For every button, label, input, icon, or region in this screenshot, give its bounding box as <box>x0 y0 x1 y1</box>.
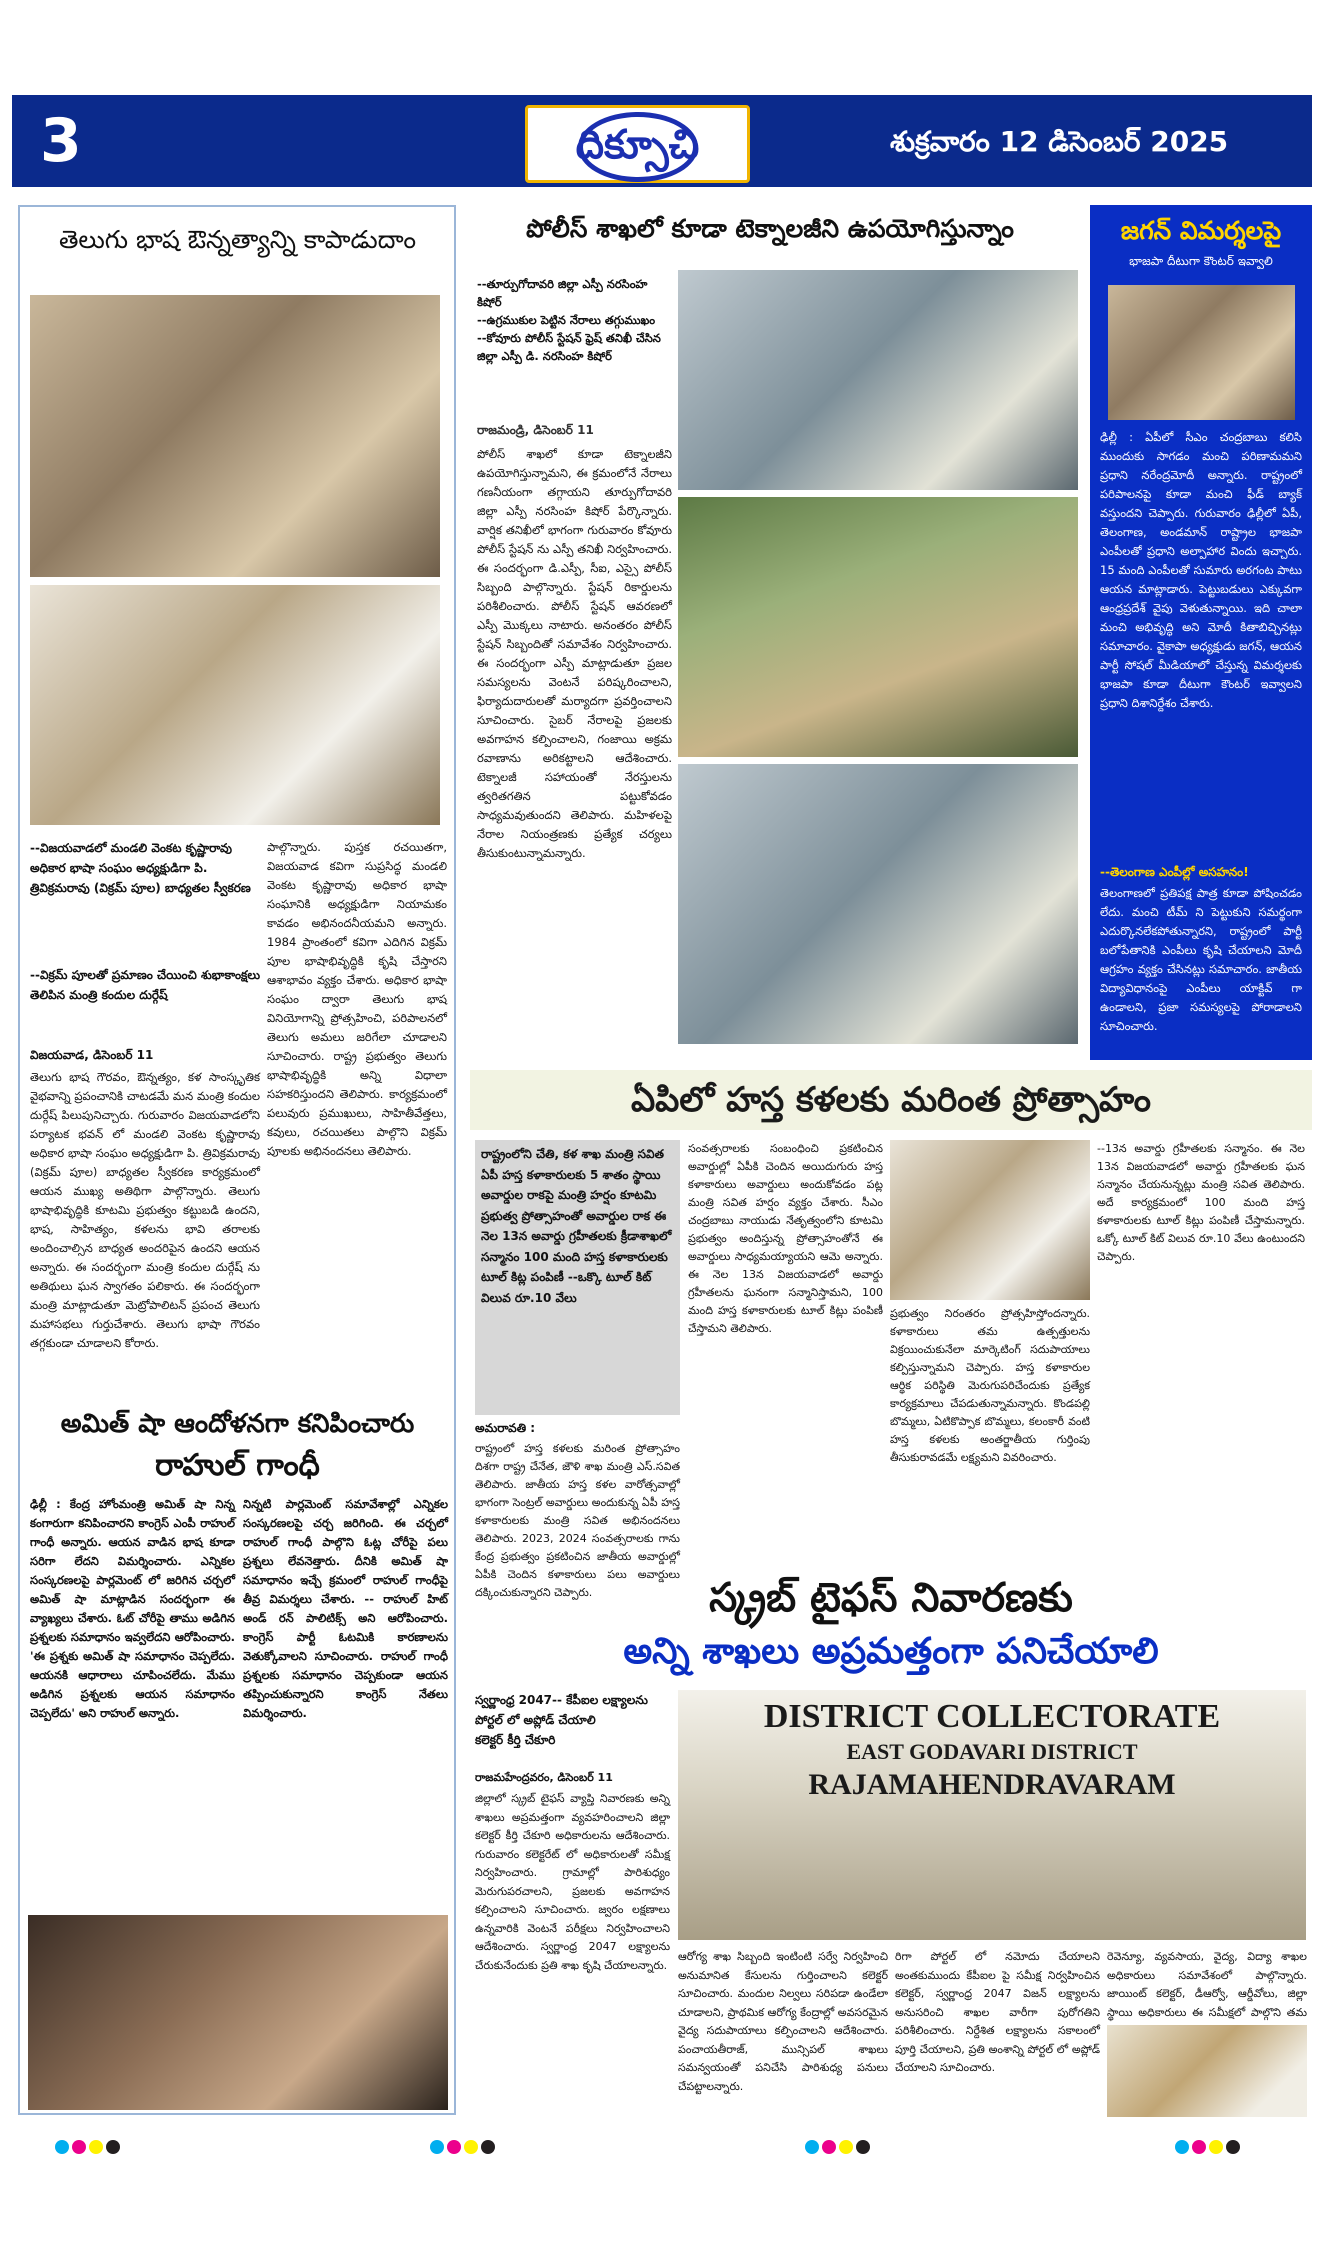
masthead-title: దిక్సూచి <box>575 122 700 168</box>
scrub-col3: రిగా పోర్టల్ లో నమోదు చేయాలని అంతకుముందు కేపీఐల పై సమీక్ష నిర్వహించిన కలెక్టర్, స్వర్ణాంధ్ర 2047 విజన్ లక్ష్యాలను అనుసరించి శాఖల వారీగా పురోగతిని పరిశీలించారు. నిర్దేశిత లక్ష్యాలను సకాలంలో పూర్తి చేయాలని, ప్రతి అంశాన్ని పోర్టల్ లో అప్లోడ్ చేయాలని సూచించారు. <box>895 1950 1100 2074</box>
jagan-subhead-2: --తెలంగాణ ఎంపీల్లో అసహనం! <box>1100 865 1249 879</box>
telugu-caption-2: --విక్రమ్ పూలతో ప్రమాణం చేయించి శుభాకాంక్షలు తెలిపిన మంత్రి కందుల దుర్గేష్ <box>30 968 260 1002</box>
telugu-heading: తెలుగు భాష ఔన్నత్యాన్ని కాపాడుదాం <box>58 225 417 254</box>
scrub-col2: ఆరోగ్య శాఖ సిబ్బంది ఇంటింటి సర్వే నిర్వహించి అనుమానిత కేసులను గుర్తించాలని కలెక్టర్ సూచించారు. మందుల నిల్వలు సరిపడా ఉండేలా చూడాలని, ప్రాథమిక ఆరోగ్య కేంద్రాల్లో అవసరమైన వైద్య సదుపాయాలు కల్పించాలని ఆదేశించారు. పంచాయతీరాజ్, మున్సిపల్ శాఖలు సమన్వయంతో పనిచేసి పారిశుధ్య పనులు చేపట్టాలన్నారు. <box>678 1950 888 2093</box>
jagan-body-2: తెలంగాణలో ప్రతిపక్ష పాత్ర కూడా పోషించడం లేదు. మంచి టీమ్ ని పెట్టుకుని సమర్థంగా ఎదుర్కొనలేకపోతున్నారని, రాష్ట్రంలో పార్టీ బలోపేతానికి ఎంపీలు కృషి చేయాలని మోదీ ఆగ్రహం వ్యక్తం చేసినట్లు సమాచారం. జాతీయ విద్యావిధానంపై ఎంపీలు యాక్టివ్ గా ఉండాలని, ప్రజా సమస్యలపై పోరాడాలని సూచించారు. <box>1100 886 1302 1033</box>
scrub-bullets: స్వర్ణాంధ్ర 2047-- కేపీఐల లక్ష్యాలను పోర్టల్ లో అప్లోడ్ చేయాలి కలెక్టర్ కీర్తి చేకూరి <box>475 1693 648 1747</box>
header-date: శుక్రవారం 12 డిసెంబర్ 2025 <box>890 125 1229 158</box>
tree-planting-photo <box>678 497 1078 757</box>
police-headline: పోలీస్ శాఖలో కూడా టెక్నాలజీని ఉపయోగిస్తున్నాం <box>526 214 1014 243</box>
modi-photo <box>1108 285 1295 420</box>
telugu-caption: --విజయవాడలో మండలి వెంకట కృష్ణారావు అధికార భాషా సంఘం అధ్యక్షుడిగా పి. త్రివిక్రమరావు (విక్రమ్ పూల) బాధ్యతల స్వీకరణ <box>30 841 251 895</box>
amit-shah-headline-2: రాహుల్ గాంధీ <box>155 1448 320 1483</box>
handicrafts-col3: ప్రభుత్వం నిరంతరం ప్రోత్సహిస్తోందన్నారు. కళాకారులు తమ ఉత్పత్తులను విక్రయించుకునేలా మార్కెటింగ్ సదుపాయాలు కల్పిస్తున్నామని చెప్పారు. హస్త కళాకారుల ఆర్థిక పరిస్థితి మెరుగుపరిచేందుకు ప్రత్యేక కార్యక్రమాలు చేపడుతున్నామన్నారు. కొండపల్లి బొమ్మలు, ఏటికొప్పాక బొమ్మలు, కలంకారీ వంటి హస్త కళలకు అంతర్జాతీయ గుర్తింపు తీసుకురావడమే లక్ష్యమని వివరించారు. <box>890 1307 1090 1464</box>
collectorate-line-2: EAST GODAVARI DISTRICT <box>846 1739 1138 1764</box>
police-dateline: రాజమండ్రి, డిసెంబర్ 11 <box>477 423 594 437</box>
collectorate-sign <box>678 1696 1306 1804</box>
scrub-col4: రెవెన్యూ, వ్యవసాయ, వైద్య, విద్యా శాఖల అధికారులు సమావేశంలో పాల్గొన్నారు. జాయింట్ కలెక్టర్, డీఆర్వో, ఆర్డీవోలు, జిల్లా స్థాయి అధికారులు ఈ సమీక్షలో పాల్గొని తమ <box>1107 1950 1307 2019</box>
handicrafts-col2: సంవత్సరాలకు సంబంధించి ప్రకటించిన అవార్డుల్లో ఏపీకి చెందిన అయిదుగురు హస్త కళాకారులు అవార్డులు అందుకోవడం పట్ల మంత్రి సవిత హర్షం వ్యక్తం చేశారు. సీఎం చంద్రబాబు నాయుడు నేతృత్వంలోని కూటమి ప్రభుత్వం అందిస్తున్న ప్రోత్సాహంతోనే ఈ అవార్డులు సాధ్యమయ్యాయని ఆమె అన్నారు. ఈ నెల 13న విజయవాడలో అవార్డు గ్రహీతలను ఘనంగా సన్మానిస్తామని, 100 మంది హస్త కళాకారులకు టూల్ కిట్లు పంపిణీ చేస్తామని తెలిపారు. <box>688 1142 883 1335</box>
handicrafts-col4: --13న అవార్డు గ్రహీతలకు సన్మానం. ఈ నెల 13న విజయవాడలో అవార్డు గ్రహీతలకు ఘన సన్మానం చేయనున్నట్లు మంత్రి సవిత తెలిపారు. అదే కార్యక్రమంలో 100 మంది హస్త కళాకారులకు టూల్ కిట్లు పంపిణీ చేస్తామన్నారు. ఒక్కో టూల్ కిట్ విలువ రూ.10 వేలు ఉంటుందని చెప్పారు. <box>1097 1142 1305 1263</box>
scrub-dateline: రాజమహేంద్రవరం, డిసెంబర్ 11 <box>475 1771 613 1784</box>
telugu-article-col2: పాల్గొన్నారు. పుస్తక రచయితగా, విజయవాడ కవిగా సుప్రసిద్ధ మండలి వెంకట కృష్ణారావు అధికార భాషా సంఘానికి అధ్యక్షుడిగా నియామకం కావడం అభినందనీయమని అన్నారు. 1984 ప్రాంతంలో కవిగా ఎదిగిన విక్రమ్ పూల భాషాభివృద్ధికి కృషి చేస్తారని ఆశాభావం వ్యక్తం చేశారు. అధికార భాషా సంఘం ద్వారా తెలుగు భాష వినియోగాన్ని ప్రోత్సహించి, పరిపాలనలో తెలుగు అమలు జరిగేలా చూడాలని సూచించారు. రాష్ట్ర ప్రభుత్వం తెలుగు భాషాభివృద్ధికి అన్ని విధాలా సహకరిస్తుందని తెలిపారు. కార్యక్రమంలో పలువురు ప్రముఖులు, సాహితీవేత్తలు, కవులు, రచయితలు పాల్గొని విక్రమ్ పూలకు అభినందనలు తెలిపారు. <box>267 840 447 1158</box>
jagan-headline: జగన్ విమర్శలపై <box>1120 216 1282 245</box>
collectorate-line-1: DISTRICT COLLECTORATE <box>763 1698 1221 1735</box>
police-body: పోలీస్ శాఖలో కూడా టెక్నాలజీని ఉపయోగిస్తున్నామని, ఈ క్రమంలోనే నేరాలు గణనీయంగా తగ్గాయని తూర్పుగోదావరి జిల్లా ఎస్పీ నరసింహ కిషోర్ పేర్కొన్నారు. వార్షిక తనిఖీలో భాగంగా గురువారం కోవూరు పోలీస్ స్టేషన్ ను ఎస్పీ తనిఖీ నిర్వహించారు. ఈ సందర్భంగా డి.ఎస్పీ, సీఐ, ఎస్సై పోలీస్ సిబ్బంది పాల్గొన్నారు. స్టేషన్ రికార్డులను పరిశీలించారు. పోలీస్ స్టేషన్ ఆవరణలో ఎస్పీ మొక్కలు నాటారు. అనంతరం పోలీస్ స్టేషన్ సిబ్బందితో సమావేశం నిర్వహించారు. ఈ సందర్భంగా ఎస్పీ మాట్లాడుతూ ప్రజల సమస్యలను వెంటనే పరిష్కరించాలని, ఫిర్యాదుదారులతో మర్యాదగా ప్రవర్తించాలని సూచించారు. సైబర్ నేరాలపై ప్రజలకు అవగాహన కల్పించాలని, గంజాయి అక్రమ రవాణాను అరికట్టాలని ఆదేశించారు. టెక్నాలజీ సహాయంతో నేరస్తులను త్వరితగతిన పట్టుకోవడం సాధ్యమవుతుందని తెలిపారు. మహిళలపై నేరాల నియంత్రణకు ప్రత్యేక చర్యలు తీసుకుంటున్నామన్నారు. <box>477 447 672 860</box>
amit-shah-col2: నిన్నటి పార్లమెంట్ సమావేశాల్లో ఎన్నికల సంస్కరణలపై చర్చ జరిగింది. ఈ చర్చలో రాహుల్ గాంధీ పాల్గొని ఓట్ల చోరీపై పలు ప్రశ్నలు లేవనెత్తారు. దీనికి అమిత్ షా సమాధానం ఇచ్చే క్రమంలో రాహుల్ గాంధీపై తీవ్ర విమర్శలు చేశారు. -- రాహుల్ హిట్ అండ్ రన్ పాలిటిక్స్ అని ఆరోపించారు. కాంగ్రెస్ పార్టీ ఓటమికి కారణాలను వెతుక్కోవాలని సూచించారు. రాహుల్ గాంధీ ప్రశ్నలకు సమాధానం చెప్పకుండా ఆయన తప్పించుకున్నారని కాంగ్రెస్ నేతలు విమర్శించారు. <box>243 1497 448 1720</box>
telugu-dateline: విజయవాడ, డిసెంబర్ 11 <box>30 1048 154 1062</box>
minister-savitha-photo <box>890 1140 1090 1300</box>
jagan-body: ఢిల్లీ : ఏపీలో సీఎం చంద్రబాబు కలిసి ముందుకు సాగడం మంచి పరిణామమని ప్రధాని నరేంద్రమోదీ అన్నారు. రాష్ట్రంలో పరిపాలనపై కూడా మంచి ఫీడ్ బ్యాక్ వస్తుందని చెప్పారు. గురువారం ఢిల్లీలో ఏపీ, తెలంగాణ, అండమాన్ రాష్ట్రాల భాజపా ఎంపీలతో ప్రధాని అల్పాహార విందు ఇచ్చారు. 15 మంది ఎంపీలతో సుమారు అరగంట పాటు ఆయన మాట్లాడారు. పెట్టుబడులు ఎక్కువగా ఆంధ్రప్రదేశ్ వైపు వెళుతున్నాయి. ఇది చాలా మంచి అభివృద్ధి అని మోదీ కితాబిచ్చినట్లు సమాచారం. వైకాపా అధ్యక్షుడు జగన్, ఆయన పార్టీ సోషల్ మీడియాలో చేస్తున్న విమర్శలకు భాజపా కూడా దీటుగా కౌంటర్ ఇవ్వాలని ప్రధాని దిశానిర్దేశం చేశారు. <box>1100 430 1302 710</box>
lamp-lighting-photo <box>30 295 440 577</box>
masthead-box <box>525 105 750 183</box>
scrub-headline-1: స్క్రబ్ టైఫస్ నివారణకు <box>709 1575 1073 1621</box>
rahul-gandhi-photo <box>28 1915 448 2110</box>
scrub-headline-2: అన్ని శాఖలు అప్రమత్తంగా పనిచేయాలి <box>623 1631 1159 1672</box>
police-station-photo <box>678 270 1078 490</box>
page-number: 3 <box>40 106 82 176</box>
telugu-article-col1: తెలుగు భాష గౌరవం, ఔన్నత్యం, కళ సాంస్కృతిక వైభవాన్ని ప్రపంచానికి చాటడమే మన మంత్రి కందుల దుర్గేష్ పిలుపునిచ్చారు. గురువారం విజయవాడలోని పర్యాటక భవన్ లో మండలి వెంకట కృష్ణారావు అధికార భాషా సంఘం అధ్యక్షుడిగా పి. త్రివిక్రమరావు (విక్రమ్ పూల) బాధ్యతల స్వీకరణ కార్యక్రమంలో ఆయన ముఖ్య అతిథిగా పాల్గొన్నారు. తెలుగు భాషాభివృద్ధికి కూటమి ప్రభుత్వం కట్టుబడి ఉందని, భాష, సాహిత్యం, కళలను భావి తరాలకు అందించాల్సిన బాధ్యత అందరిపైన ఉందని ఆయన అన్నారు. ఈ సందర్భంగా మంత్రి కందుల దుర్గేష్ ను అతిథులు ఘన స్వాగతం పలికారు. ఈ సందర్భంగా మంత్రి మాట్లాడుతూ మెట్రోపాలిటన్ ప్రపంచ తెలుగు మహాసభలు గుర్తుచేశారు. తెలుగు భాషా గౌరవం తగ్గకుండా చూడాలని కోరారు. <box>30 1070 260 1350</box>
handicrafts-col1: రాష్ట్రంలో హస్త కళలకు మరింత ప్రోత్సాహం దిశగా రాష్ట్ర చేనేత, జౌళి శాఖ మంత్రి ఎస్.సవిత తెలిపారు. జాతీయ హస్త కళల వారోత్సవాల్లో భాగంగా సెంట్రల్ అవార్డులు అందుకున్న ఏపీ హస్త కళాకారులకు మంత్రి సవిత అభినందనలు తెలిపారు. 2023, 2024 సంవత్సరాలకు గాను కేంద్ర ప్రభుత్వం ప్రకటించిన జాతీయ అవార్డుల్లో ఏపీకి చెందిన కళాకారులు పలు అవార్డులు దక్కించుకున్నారని చెప్పారు. <box>475 1442 680 1599</box>
scrub-body: జిల్లాలో స్క్రబ్ టైఫస్ వ్యాప్తి నివారణకు అన్ని శాఖలు అప్రమత్తంగా వ్యవహరించాలని జిల్లా కలెక్టర్ కీర్తి చేకూరి అధికారులను ఆదేశించారు. గురువారం కలెక్టరేట్ లో అధికారులతో సమీక్ష నిర్వహించారు. గ్రామాల్లో పారిశుధ్యం మెరుగుపరచాలని, ప్రజలకు అవగాహన కల్పించాలని సూచించారు. జ్వరం లక్షణాలు ఉన్నవారికి వెంటనే పరీక్షలు నిర్వహించాలని ఆదేశించారు. స్వర్ణాంధ్ర 2047 లక్ష్యాలను చేరుకునేందుకు ప్రతి శాఖ కృషి చేయాలన్నారు. <box>475 1792 670 1972</box>
handicrafts-dateline: అమరావతి : <box>475 1421 536 1435</box>
collectorate-line-3: RAJAMAHENDRAVARAM <box>808 1768 1176 1801</box>
amit-shah-headline-1: అమిత్ షా ఆందోళనగా కనిపించారు <box>60 1409 415 1439</box>
registration-marks <box>0 2140 1323 2170</box>
review-meeting-photo <box>1107 2025 1307 2117</box>
jagan-subheadline: భాజపా దీటుగా కౌంటర్ ఇవ్వాలి <box>1129 254 1273 268</box>
handicrafts-headline: ఏపిలో హస్త కళలకు మరింత ప్రోత్సాహం <box>470 1070 1312 1130</box>
handicrafts-summary-box: రాష్ట్రంలోని చేతి, కళ శాఖ మంత్రి సవిత ఏపీ హస్త కళాకారులకు 5 శాతం స్థాయి అవార్డుల రాకపై మంత్రి హర్షం కూటమి ప్రభుత్వ ప్రోత్సాహంతో అవార్డుల రాక ఈ నెల 13న అవార్డు గ్రహీతలకు క్రీడాశాఖలో సన్మానం 100 మంది హస్త కళాకారులకు టూల్ కిట్ల పంపిణీ --ఒక్కొ టూల్ కిట్ విలువ రూ.10 వేలు <box>475 1140 680 1415</box>
police-meeting-photo <box>678 764 1078 1044</box>
police-bullets: --తూర్పుగోదావరి జిల్లా ఎస్పీ నరసింహ కిషోర్ --ఉగ్రముకుల పెట్టిన నేరాలు తగ్గుముఖం --కోవూరు పోలీస్ స్టేషన్ ఫ్రెష్ తనిఖీ చేసిన జిల్లా ఎస్పీ డి. నరసింహ కిషోర్ <box>477 277 661 363</box>
stage-event-photo <box>30 585 440 825</box>
amit-shah-col1: ఢిల్లీ : కేంద్ర హోంమంత్రి అమిత్ షా నిన్న కంగారుగా కనిపించారని కాంగ్రెస్ ఎంపీ రాహుల్ గాంధీ అన్నారు. ఆయన వాడిన భాష కూడా సరిగా లేదని విమర్శించారు. ఎన్నికల సంస్కరణలపై పార్లమెంట్ లో జరిగిన చర్చలో అమిత్ షా మాట్లాడిన సందర్భంగా ఈ వ్యాఖ్యలు చేశారు. ఓట్ చోరీపై తాము అడిగిన ప్రశ్నలకు సమాధానం ఇవ్వలేదని ఆరోపించారు. 'ఈ ప్రశ్నకు అమిత్ షా సమాధానం చెప్పలేదు. ఆయనకి ఆధారాలు చూపించలేదు. మేము అడిగిన ప్రశ్నలకు ఆయన సమాధానం చెప్పలేదు' అని రాహుల్ అన్నారు. <box>30 1497 235 1720</box>
collectorate-meeting-photo <box>678 1690 1306 1940</box>
